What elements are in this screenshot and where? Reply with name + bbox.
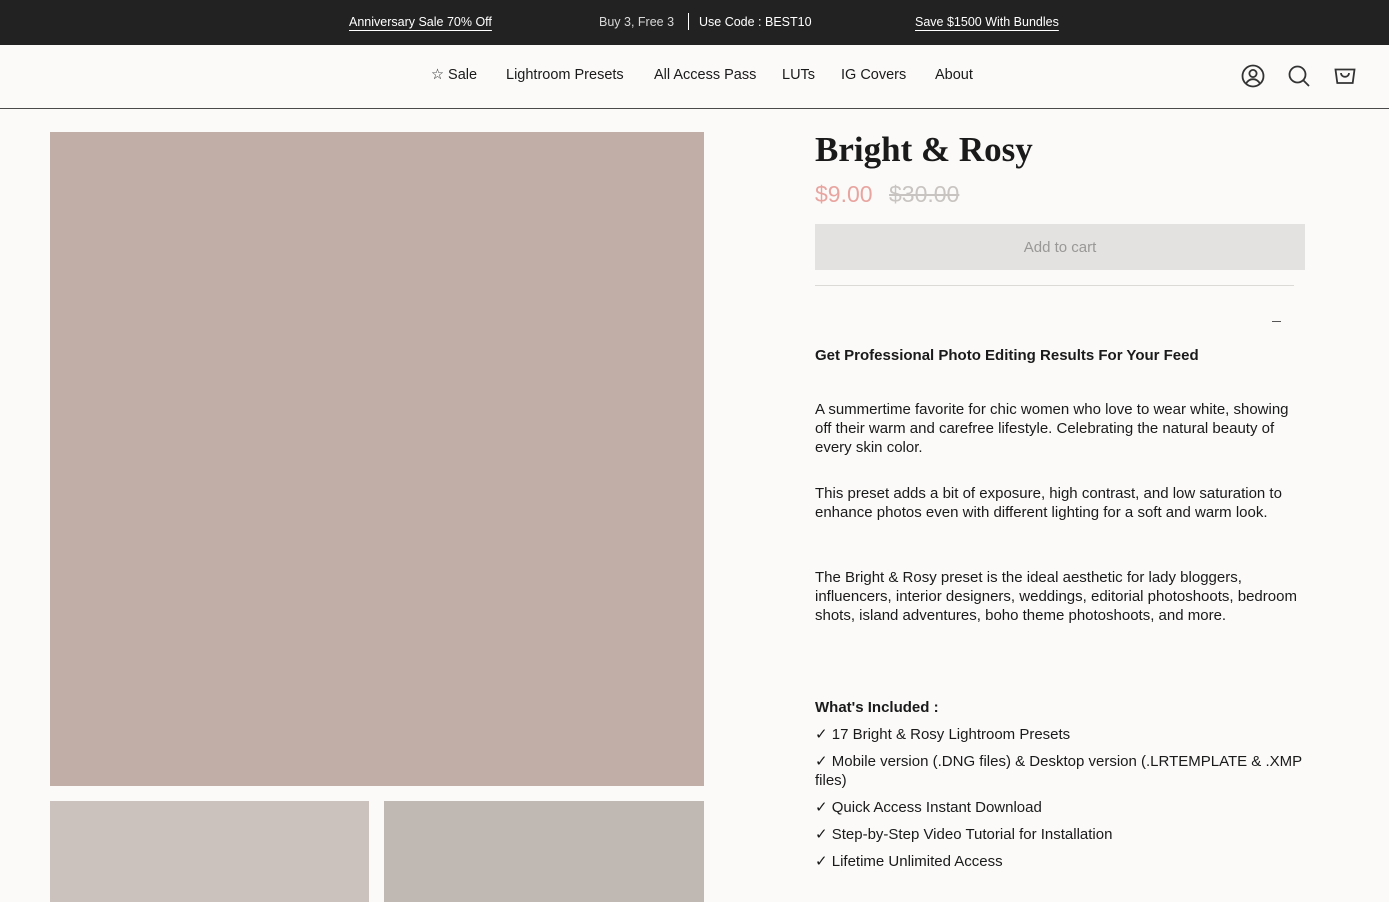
description-paragraph-1: A summertime favorite for chic women who love to wear white, showing off their warm and carefree lifestyle. Celebrating the natural beauty of every skin color. [815,401,1289,456]
included-item: ✓ Quick Access Instant Download [815,799,1042,816]
account-icon[interactable] [1240,63,1266,89]
nav-item-about[interactable]: About [935,67,973,83]
announcement-bar [0,0,1389,45]
description-paragraph-3: The Bright & Rosy preset is the ideal aesthetic for lady bloggers, influencers, interior designers, weddings, editorial photoshoots, bedroom shots, island adventures, boho theme photoshoots, and more. [815,569,1297,624]
divider [815,285,1294,286]
announcement-code-text: Use Code : BEST10 [699,15,812,29]
sale-price: $9.00 [815,181,873,207]
announcement-sale-link[interactable]: Anniversary Sale 70% Off [349,15,492,29]
collapse-minus-icon[interactable] [1270,314,1284,328]
announcement-divider [688,13,689,30]
included-item: ✓ Mobile version (.DNG files) & Desktop version (.LRTEMPLATE & .XMP files) [815,753,1302,789]
site-header [0,45,1389,109]
included-item: ✓ Lifetime Unlimited Access [815,853,1003,870]
product-thumbnail-2[interactable] [384,801,704,902]
main-nav [0,67,1389,87]
nav-item-lightroom-presets[interactable]: Lightroom Presets [506,67,624,83]
included-item: ✓ 17 Bright & Rosy Lightroom Presets [815,726,1071,743]
included-item: ✓ Step-by-Step Video Tutorial for Installation [815,826,1113,843]
included-heading: What's Included : [815,699,939,716]
compare-price: $30.00 [889,181,960,207]
product-title: Bright & Rosy [815,130,1033,169]
product-main-image[interactable] [50,132,704,786]
announcement-offer-text: Buy 3, Free 3 [599,15,675,29]
cart-icon[interactable] [1332,63,1358,89]
description-paragraph-2: This preset adds a bit of exposure, high contrast, and low saturation to enhance photos even with different lighting for a soft and warm look. [815,485,1282,521]
product-thumbnail-1[interactable] [50,801,369,902]
nav-item-sale[interactable]: ☆ Sale [431,67,478,83]
announcement-bundles-link[interactable]: Save $1500 With Bundles [915,15,1059,29]
description-heading: Get Professional Photo Editing Results For Your Feed [815,347,1199,364]
nav-item-ig-covers[interactable]: IG Covers [841,67,907,83]
search-icon[interactable] [1286,63,1312,89]
add-to-cart-button[interactable]: Add to cart [815,224,1305,270]
nav-item-all-access-pass[interactable]: All Access Pass [654,67,757,83]
nav-item-luts[interactable]: LUTs [782,67,816,83]
